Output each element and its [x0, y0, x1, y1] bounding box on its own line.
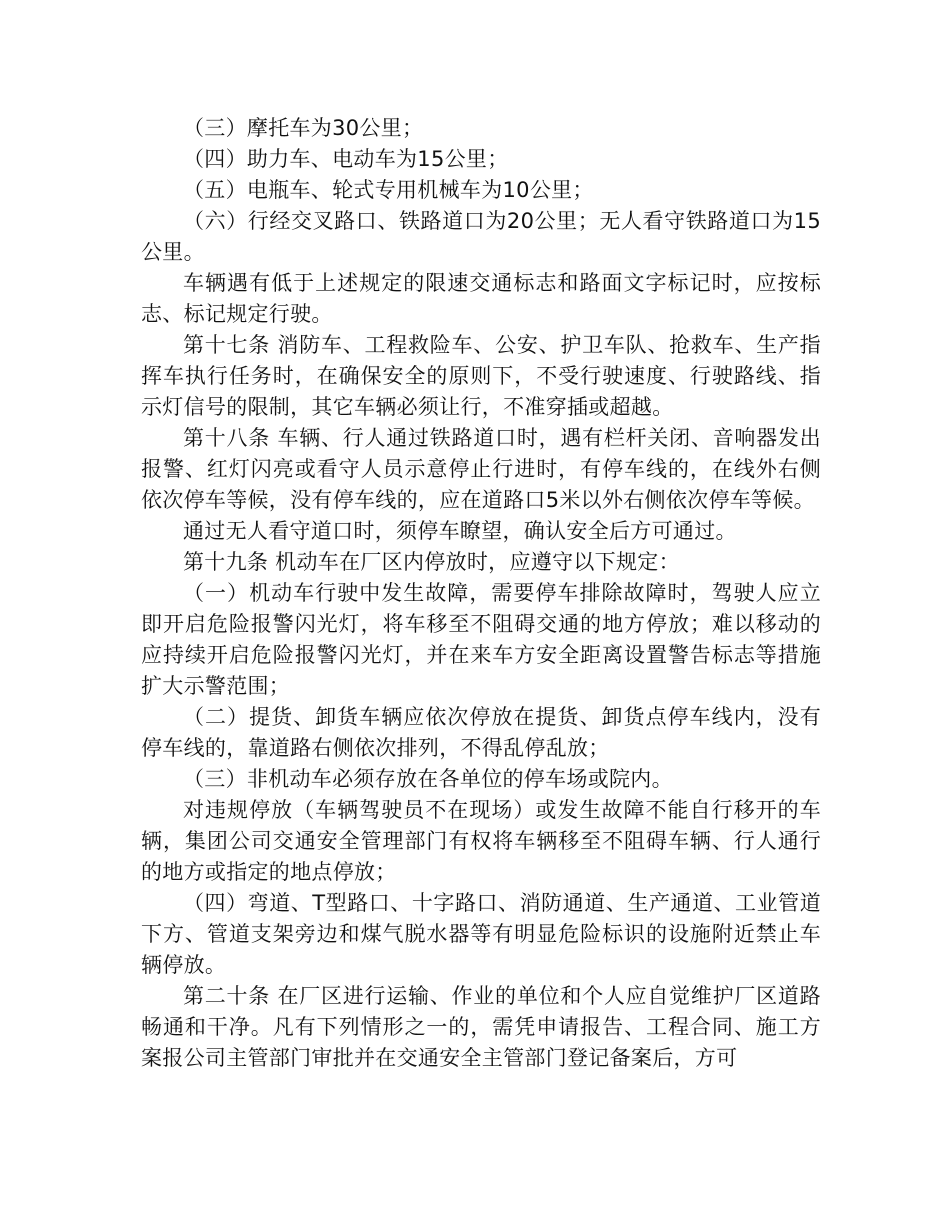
paragraph-speed-sign-rule: 车辆遇有低于上述规定的限速交通标志和路面文字标记时，应按标志、标记规定行驶。 — [141, 271, 821, 326]
clause-3-motorcycle-speed: （三）摩托车为30公里； — [183, 116, 424, 140]
clause-6-crossing-speed: （六）行经交叉路口、铁路道口为20公里；无人看守铁路道口为15公里。 — [141, 209, 821, 264]
article-19-item-4: （四）弯道、T型路口、十字路口、消防通道、生产通道、工业管道下方、管道支架旁边和煤气脱水器等有明显危险标识的设施附近禁止车辆停放。 — [141, 891, 821, 977]
paragraph-illegal-parking: 对违规停放（车辆驾驶员不在现场）或发生故障不能自行移开的车辆，集团公司交通安全管理部门有权将车辆移至不阻碍车辆、行人通行的地方或指定的地点停放； — [141, 798, 821, 884]
article-19-item-1: （一）机动车行驶中发生故障，需要停车排除故障时，驾驶人应立即开启危险报警闪光灯，将车移至不阻碍交通的地方停放；难以移动的应持续开启危险报警闪光灯，并在来车方安全距离设置警告标志等措施扩大示警范围； — [141, 581, 821, 698]
article-19-item-3: （三）非机动车必须存放在各单位的停车场或院内。 — [183, 767, 673, 791]
article-19-item-2: （二）提货、卸货车辆应依次停放在提货、卸货点停车线内，没有停车线的，靠道路右侧依次排列，不得乱停乱放； — [141, 705, 821, 760]
clause-5-battery-vehicle-speed: （五）电瓶车、轮式专用机械车为10公里； — [183, 178, 594, 202]
article-20: 第二十条 在厂区进行运输、作业的单位和个人应自觉维护厂区道路畅通和干净。凡有下列情形之一的，需凭申请报告、工程合同、施工方案报公司主管部门审批并在交通安全主管部门登记备案后，方可 — [141, 984, 821, 1070]
paragraph-unattended-crossing: 通过无人看守道口时，须停车瞭望，确认安全后方可通过。 — [183, 519, 737, 543]
article-19: 第十九条 机动车在厂区内停放时，应遵守以下规定： — [183, 550, 680, 574]
article-17: 第十七条 消防车、工程救险车、公安、护卫车队、抢救车、生产指挥车执行任务时，在确保安全的原则下，不受行驶速度、行驶路线、指示灯信号的限制，其它车辆必须让行，不准穿插或超越。 — [141, 333, 821, 419]
article-18: 第十八条 车辆、行人通过铁路道口时，遇有栏杆关闭、音响器发出报警、红灯闪亮或看守人员示意停止行进时，有停车线的，在线外右侧依次停车等候，没有停车线的，应在道路口5米以外右侧依次停车等候。 — [141, 426, 821, 512]
document-body — [141, 113, 821, 1074]
clause-4-moped-speed: （四）助力车、电动车为15公里； — [183, 147, 509, 171]
